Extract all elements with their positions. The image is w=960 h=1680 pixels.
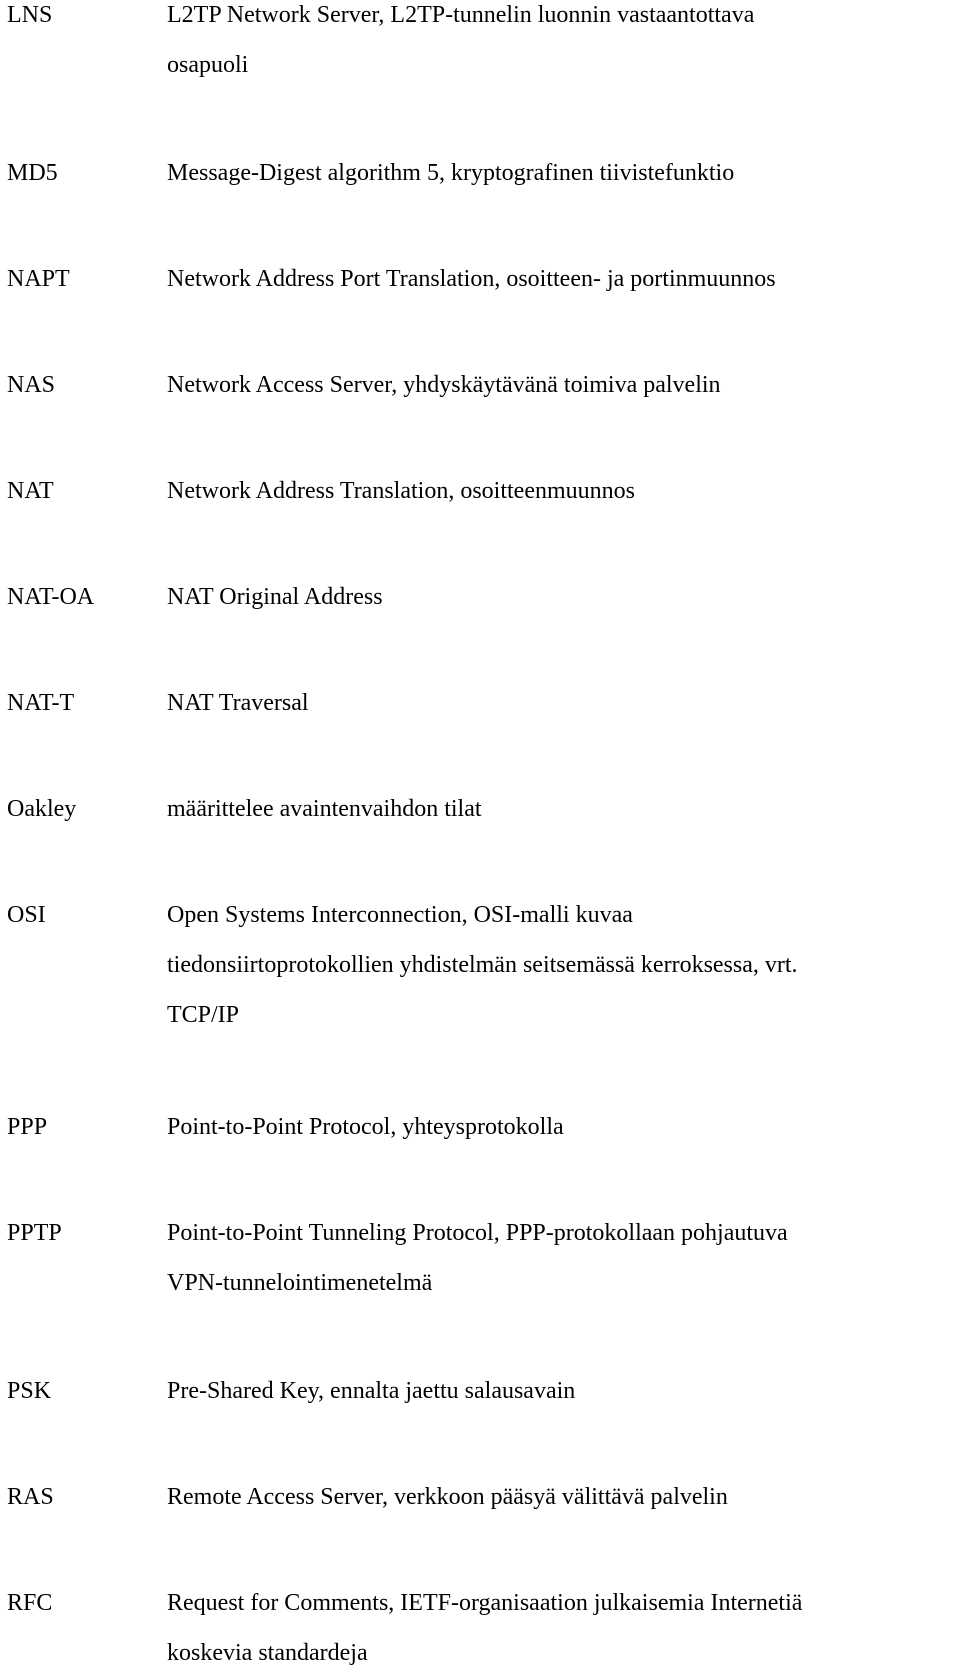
definition-line: Open Systems Interconnection, OSI-malli kuvaa bbox=[167, 902, 633, 928]
definition-line: Network Address Port Translation, osoitteen- ja portinmuunnos bbox=[167, 266, 776, 292]
definition-line: NAT Traversal bbox=[167, 690, 309, 716]
glossary-term: NAT bbox=[7, 478, 54, 504]
definition-line: TCP/IP bbox=[167, 1002, 240, 1028]
glossary-term: NAT-OA bbox=[7, 584, 95, 610]
glossary-definition bbox=[167, 890, 957, 1040]
definition-line: Remote Access Server, verkkoon pääsyä välittävä palvelin bbox=[167, 1484, 728, 1510]
glossary-definition bbox=[167, 572, 957, 622]
definition-line: L2TP Network Server, L2TP-tunnelin luonnin vastaantottava bbox=[167, 2, 755, 28]
glossary-definition bbox=[167, 1208, 957, 1308]
glossary-term: NAT-T bbox=[7, 690, 75, 716]
glossary-term: PPTP bbox=[7, 1220, 62, 1246]
definition-line: Network Address Translation, osoitteenmuunnos bbox=[167, 478, 635, 504]
definition-line: VPN-tunnelointimenetelmä bbox=[167, 1270, 433, 1296]
definition-line: NAT Original Address bbox=[167, 584, 383, 610]
glossary-definition bbox=[167, 1578, 957, 1678]
glossary-term: NAPT bbox=[7, 266, 70, 292]
glossary-definition bbox=[167, 254, 957, 304]
glossary-term: Oakley bbox=[7, 796, 77, 822]
definition-line: tiedonsiirtoprotokollien yhdistelmän seitsemässä kerroksessa, vrt. bbox=[167, 952, 798, 978]
glossary-term: PPP bbox=[7, 1114, 48, 1140]
glossary-term: RFC bbox=[7, 1590, 53, 1616]
definition-line: Pre-Shared Key, ennalta jaettu salausavain bbox=[167, 1378, 576, 1404]
glossary-definition bbox=[167, 360, 957, 410]
definition-line: osapuoli bbox=[167, 52, 249, 78]
glossary-definition bbox=[167, 784, 957, 834]
glossary-definition bbox=[167, 0, 957, 90]
glossary-definition bbox=[167, 1366, 957, 1416]
glossary-definition bbox=[167, 1472, 957, 1522]
glossary-definition bbox=[167, 678, 957, 728]
glossary-term: OSI bbox=[7, 902, 46, 928]
glossary-definition bbox=[167, 1102, 957, 1152]
glossary-definition bbox=[167, 466, 957, 516]
glossary-term: LNS bbox=[7, 2, 53, 28]
glossary-term: NAS bbox=[7, 372, 56, 398]
glossary-term: PSK bbox=[7, 1378, 52, 1404]
definition-line: koskevia standardeja bbox=[167, 1640, 368, 1666]
glossary-term: RAS bbox=[7, 1484, 54, 1510]
definition-line: Request for Comments, IETF-organisaation julkaisemia Internetiä bbox=[167, 1590, 803, 1616]
definition-line: Point-to-Point Tunneling Protocol, PPP-protokollaan pohjautuva bbox=[167, 1220, 788, 1246]
definition-line: Message-Digest algorithm 5, kryptografinen tiivistefunktio bbox=[167, 160, 735, 186]
definition-line: Point-to-Point Protocol, yhteysprotokolla bbox=[167, 1114, 564, 1140]
definition-line: Network Access Server, yhdyskäytävänä toimiva palvelin bbox=[167, 372, 721, 398]
glossary-definition bbox=[167, 148, 957, 198]
definition-line: määrittelee avaintenvaihdon tilat bbox=[167, 796, 482, 822]
glossary-term: MD5 bbox=[7, 160, 58, 186]
